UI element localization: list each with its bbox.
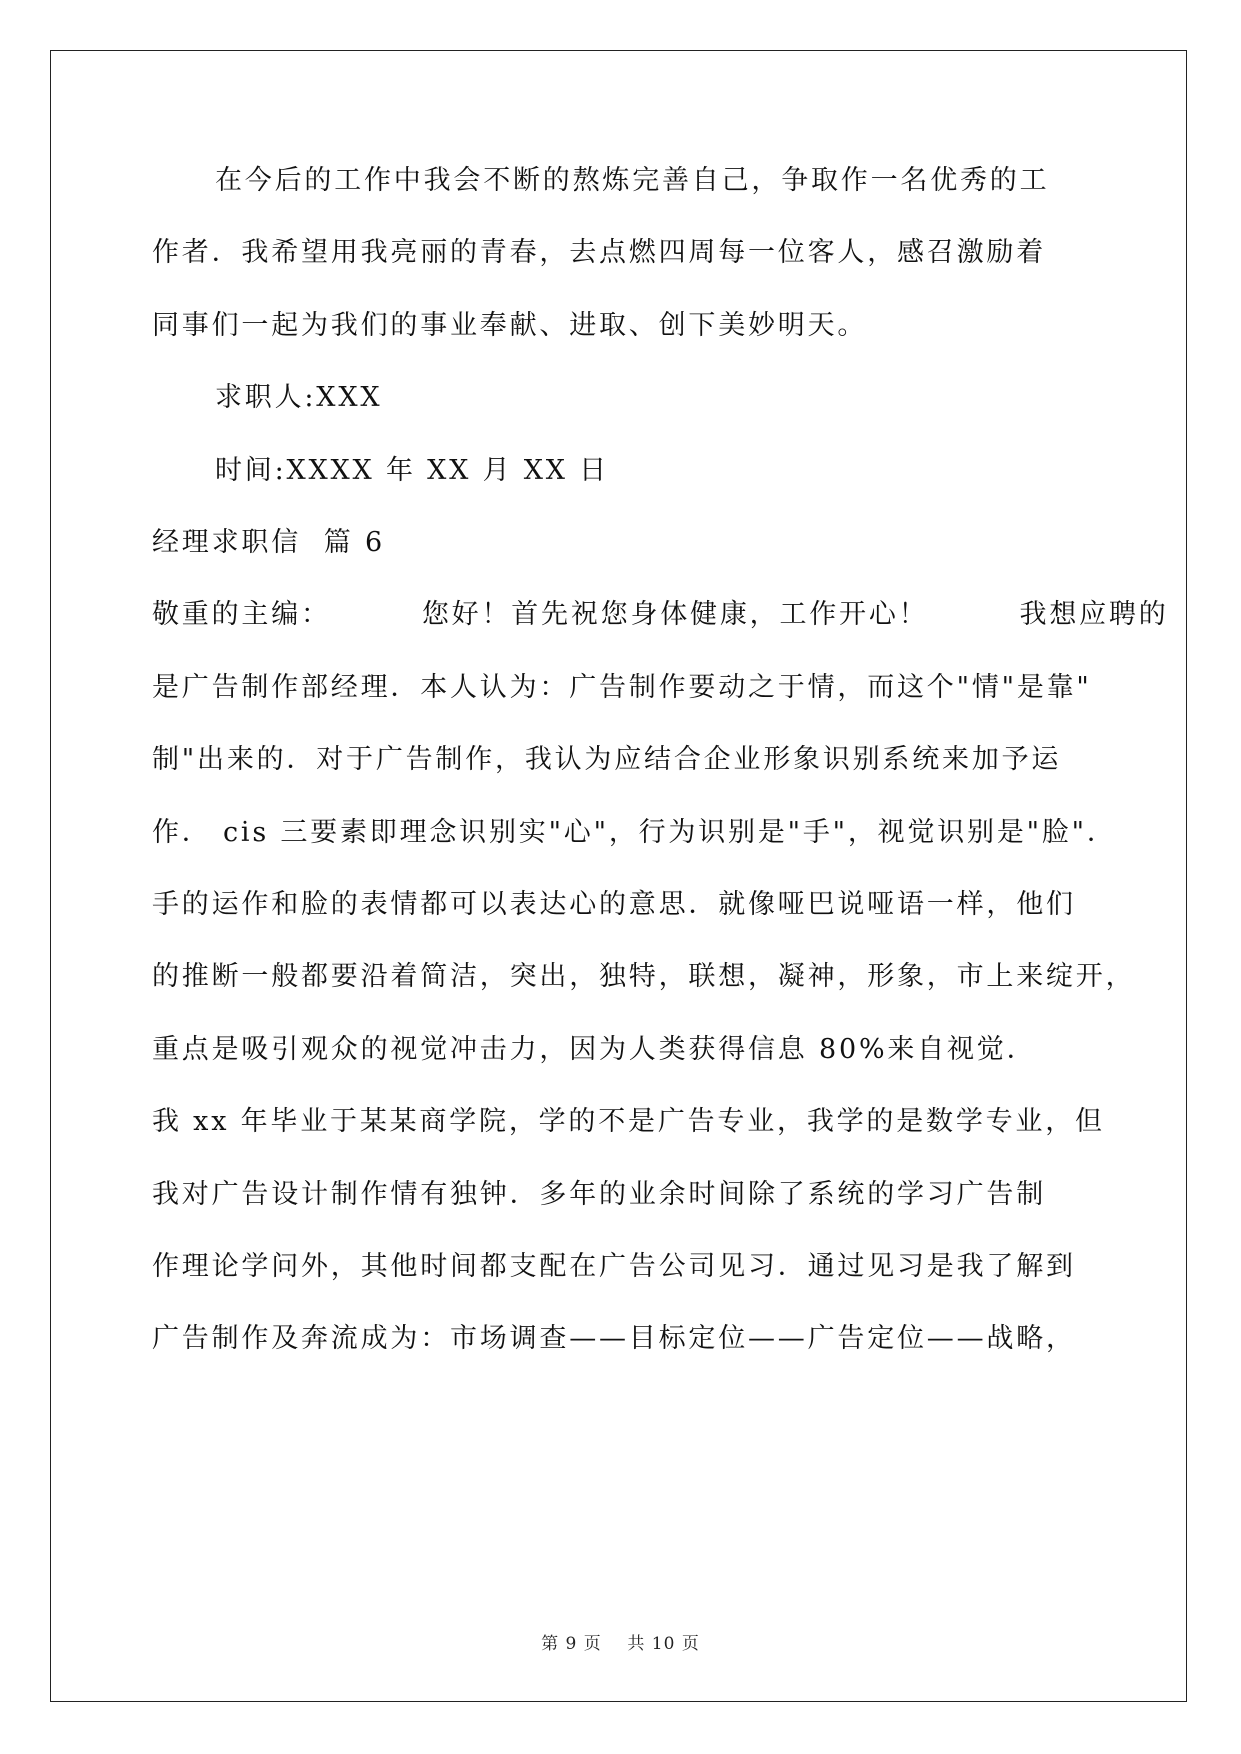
page-footer — [0, 1634, 1241, 1654]
body-line: 同事们一起为我们的事业奉献、进取、创下美妙明天。 — [152, 310, 868, 341]
body-line: 作者．我希望用我亮丽的青春，去点燃四周每一位客人，感召激励着 — [152, 237, 1046, 268]
body-line: 手的运作和脸的表情都可以表达心的意思．就像哑巴说哑语一样，他们 — [152, 889, 1076, 920]
section-heading: 经理求职信 篇 6 — [152, 527, 385, 558]
signature-line: 求职人:XXX — [215, 382, 383, 413]
body-line: 我对广告设计制作情有独钟．多年的业余时间除了系统的学习广告制 — [152, 1179, 1046, 1210]
body-line: 重点是吸引观众的视觉冲击力，因为人类获得信息 80%来自视觉． — [152, 1034, 1037, 1065]
body-line: 广告制作及奔流成为：市场调查——目标定位——广告定位——战略， — [152, 1323, 1076, 1354]
body-line: 作理论学问外，其他时间都支配在广告公司见习．通过见习是我了解到 — [152, 1251, 1076, 1282]
body-line: 作． cis 三要素即理念识别实"心"，行为识别是"手"，视觉识别是"脸"． — [152, 817, 1117, 848]
body-line: 制"出来的．对于广告制作，我认为应结合企业形象识别系统来加予运 — [152, 744, 1062, 775]
date-line: 时间:XXXX 年 XX 月 XX 日 — [215, 455, 609, 486]
body-line: 的推断一般都要沿着简洁，突出，独特，联想，凝神，形象，市上来绽开， — [152, 961, 1136, 992]
body-line: 我 xx 年毕业于某某商学院，学的不是广告专业，我学的是数学专业，但 — [152, 1106, 1105, 1137]
body-line: 在今后的工作中我会不断的熬炼完善自己，争取作一名优秀的工 — [215, 165, 1050, 196]
page-border — [50, 50, 1187, 1702]
body-line: 是广告制作部经理．本人认为：广告制作要动之于情，而这个"情"是靠" — [152, 672, 1092, 703]
page-number: 第 9 页 共 10 页 — [541, 1634, 700, 1654]
body-line: 敬重的主编： 您好！首先祝您身体健康，工作开心！ 我想应聘的 — [152, 599, 1169, 630]
